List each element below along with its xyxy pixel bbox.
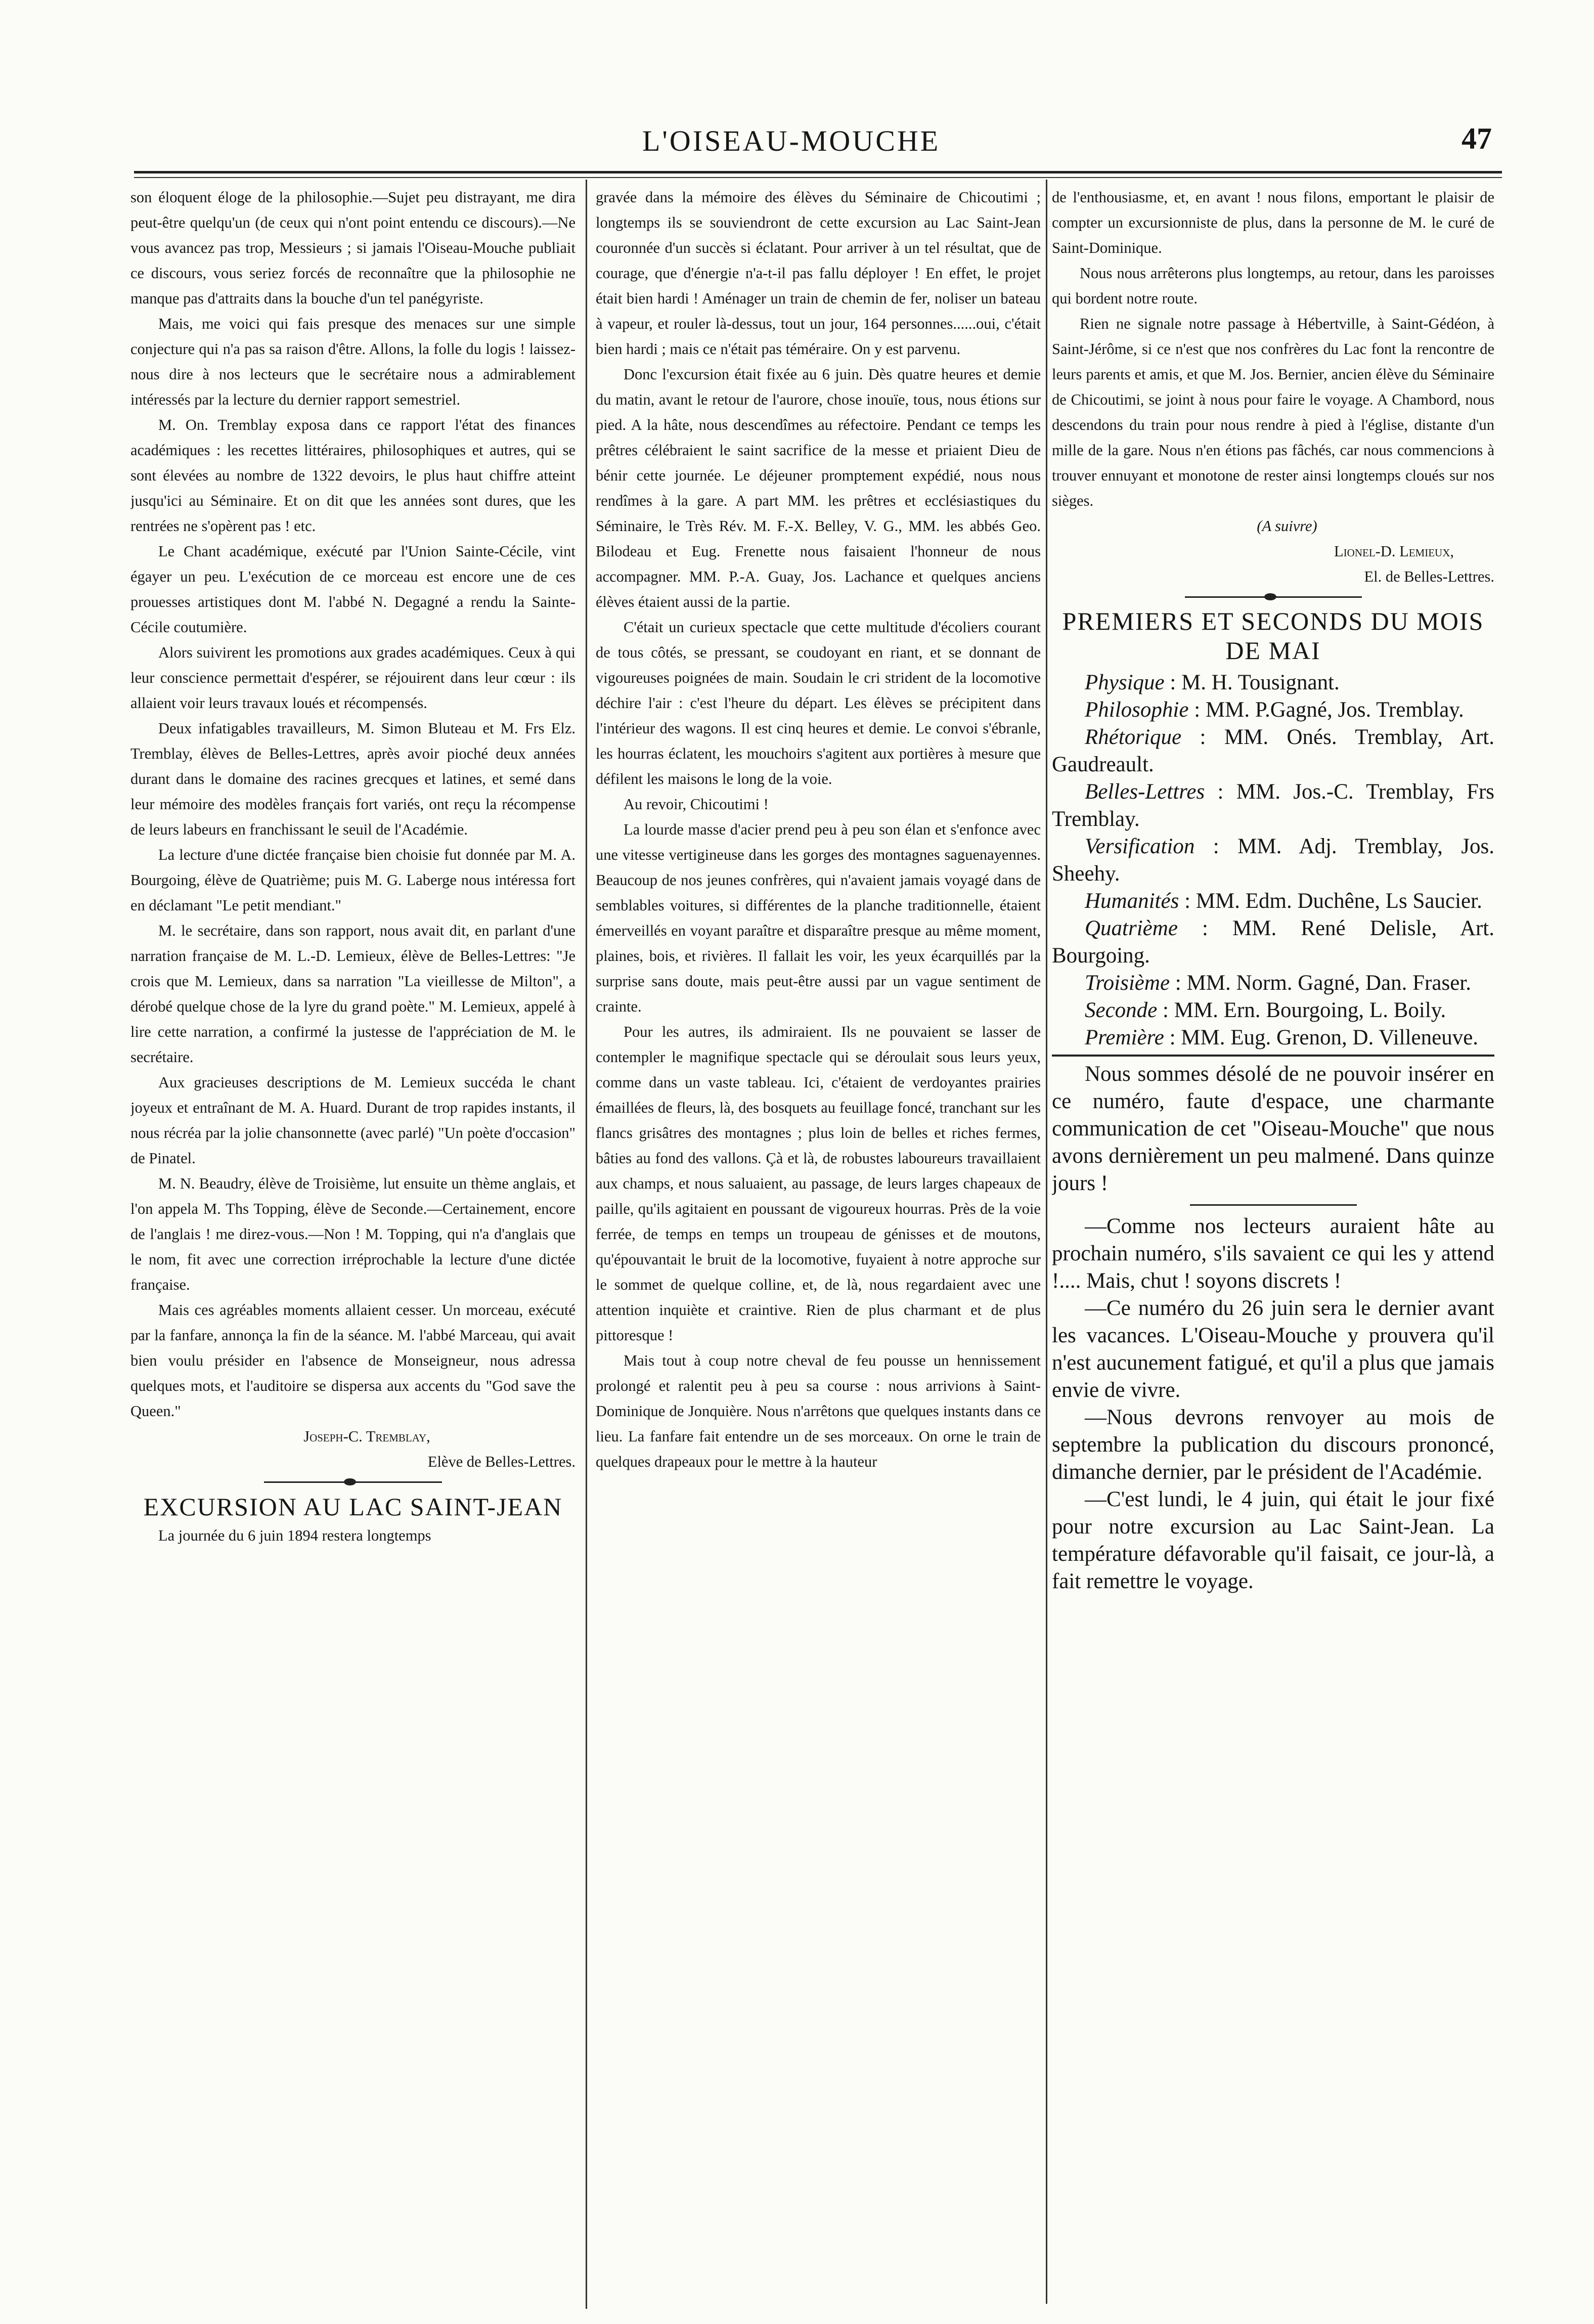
- results-list: [1052, 669, 1494, 1595]
- paragraph: M. le secrétaire, dans son rapport, nous avait dit, en parlant d'une narration française de M. L.-D. Lemieux, élève de Belles-Lettres: "Je crois que M. Lemieux, dans sa narration "La vieillesse de Milton", a dérobé quelque chose de la lyre du grand poète." M. Lemieux, appelé à lire cette narration, a confirmé la justesse de l'appréciation de M. le secrétaire.: [130, 922, 575, 1066]
- result-subject: Rhétorique: [1085, 725, 1182, 749]
- signature-title: El. de Belles-Lettres.: [1364, 568, 1494, 585]
- short-rule: [1190, 1204, 1357, 1206]
- result-subject: Belles-Lettres: [1085, 780, 1205, 804]
- result-item: [1052, 915, 1494, 970]
- paragraph: Nous nous arrêterons plus longtemps, au retour, dans les paroisses qui bordent notre route.: [1052, 265, 1494, 307]
- column-divider-2: [1046, 180, 1047, 2304]
- paragraph: La lourde masse d'acier prend peu à peu son élan et s'enfonce avec une vitesse vertigineuse dans les gorges des montagnes saguenayennes. Beaucoup de nos jeunes confrères, qui n'avaient jamais voyagé dans de semblables voitures, si différentes de la planche traditionnelle, étaient émerveillés en voyant paraître et disparaître presque au même moment, plaines, bois, et rivières. Il fallait les voir, les yeux écarquillés par la surprise sans doute, mais peut-être aussi par un vague sentiment de crainte.: [596, 821, 1041, 1015]
- paragraph: Aux gracieuses descriptions de M. Lemieux succéda le chant joyeux et entraînant de M. A. Huard. Durant de trop rapides instants, il nous récréa par la jolie chansonnette (avec parlé) "Un poète d'occasion" de Pinatel.: [130, 1074, 575, 1167]
- ornamental-rule: [130, 1477, 575, 1486]
- editorial-note: Nous sommes désolé de ne pouvoir insérer en ce numéro, faute d'espace, une charmante communication de cet "Oiseau-Mouche" que nous avons dernièrement un peu malmené. Dans quinze jours !: [1052, 1062, 1494, 1195]
- editorial-note: —C'est lundi, le 4 juin, qui était le jour fixé pour notre excursion au Lac Saint-Jean. La température défavorable qu'il faisait, ce jour-là, a fait remettre le voyage.: [1052, 1487, 1494, 1593]
- paragraph: Mais tout à coup notre cheval de feu pousse un hennissement prolongé et ralentit peu à peu sa course : nous arrivions à Saint-Dominique de Jonquière. Nous n'arrêtons que quelques instants dans ce lieu. La fanfare fait entendre un de ses morceaux. On orne le train de quelques drapeaux pour le mettre à la hauteur: [596, 1352, 1041, 1470]
- header-rule-thin: [134, 177, 1502, 178]
- running-head: L'OISEAU-MOUCHE: [642, 124, 941, 157]
- result-names: : MM. Onés. Tremblay, Art. Gaudreault.: [1052, 725, 1494, 776]
- result-names: : MM. René Delisle, Art. Bourgoing.: [1052, 916, 1494, 968]
- section-title: EXCURSION AU LAC SAINT-JEAN: [143, 1493, 563, 1521]
- paragraph: C'était un curieux spectacle que cette multitude d'écoliers courant de tous côtés, se pressant, se coudoyant en riant, et se donnant de vigoureuses poignées de main. Soudain le cri strident de la locomotive déchire l'air : c'est l'heure du départ. Les élèves se précipitent dans l'intérieur des wagons. Il est cinq heures et demie. Le convoi s'ébranle, les hourras éclatent, les mouchoirs s'agitent aux portières à mesure que défilent les maisons le long de la voie.: [596, 619, 1041, 787]
- result-item: [1052, 669, 1494, 696]
- result-item: [1052, 970, 1494, 997]
- column-3: [1052, 185, 1494, 2289]
- result-item: [1052, 1024, 1494, 1051]
- editorial-note: —Nous devrons renvoyer au mois de septembre la publication du discours prononcé, dimanche dernier, par le président de l'Académie.: [1052, 1406, 1494, 1484]
- editorial-note: —Ce numéro du 26 juin sera le dernier avant les vacances. L'Oiseau-Mouche y prouvera qu'il n'est aucunement fatigué, et qu'il a plus que jamais envie de vivre.: [1052, 1296, 1494, 1402]
- result-subject: Seconde: [1085, 998, 1158, 1022]
- result-item: [1052, 888, 1494, 915]
- paragraph: Donc l'excursion était fixée au 6 juin. Dès quatre heures et demie du matin, avant le retour de l'aurore, chose inouïe, tous, nous étions sur pied. A la hâte, nous descendîmes au réfectoire. Pendant ce temps les prêtres célébraient le saint sacrifice de la messe et priaient Dieu de bénir cette journée. Le déjeuner promptement expédié, nous nous rendîmes à la gare. A part MM. les prêtres et ecclésiastiques du Séminaire, le Très Rév. M. F.-X. Belley, V. G., MM. les abbés Geo. Bilodeau et Eug. Frenette nous faisaient l'honneur de nous accompagner. MM. P.-A. Guay, Jos. Lachance et quelques anciens élèves étaient aussi de la partie.: [596, 366, 1041, 610]
- paragraph: de l'enthousiasme, et, en avant ! nous filons, emportant le plaisir de compter un excursionniste de plus, dans la personne de M. le curé de Saint-Dominique.: [1052, 189, 1494, 256]
- paragraph: M. N. Beaudry, élève de Troisième, lut ensuite un thème anglais, et l'on appela M. Ths Topping, élève de Seconde.—Certainement, encore de l'anglais ! me direz-vous.—Non ! M. Topping, qui n'a d'anglais que le nom, fit avec une correction irréprochable la lecture d'une dictée française.: [130, 1175, 575, 1293]
- paragraph: gravée dans la mémoire des élèves du Séminaire de Chicoutimi ; longtemps ils se souviendront de cette excursion au Lac Saint-Jean couronnée d'un succès si éclatant. Pour arriver à un tel résultat, que de courage, que d'énergie n'a-t-il pas fallu déployer ! En effet, le projet était bien hardi ! Aménager un train de chemin de fer, noliser un bateau à vapeur, et rouler là-dessus, tout un jour, 164 personnes......oui, c'était bien hardi ; mais ce n'était pas téméraire. On y est parvenu.: [596, 189, 1041, 358]
- paragraph: Au revoir, Chicoutimi !: [624, 796, 769, 813]
- paragraph: La journée du 6 juin 1894 restera longtemps: [158, 1527, 431, 1544]
- paragraph: Deux infatigables travailleurs, M. Simon Bluteau et M. Frs Elz. Tremblay, élèves de Belles-Lettres, après avoir pioché deux années durant dans le domaine des racines grecques et latines, et semé dans leur mémoire des modèles français fort variés, ont reçu la récompense de leurs labeurs en franchissant le seuil de l'Académie.: [130, 720, 575, 838]
- result-names: : MM. Norm. Gagné, Dan. Fraser.: [1175, 971, 1471, 995]
- result-names: : MM. Eug. Grenon, D. Villeneuve.: [1169, 1026, 1479, 1049]
- result-subject: Troisième: [1085, 971, 1170, 995]
- result-subject: Philosophie: [1085, 698, 1189, 722]
- column-1: [130, 185, 575, 2299]
- result-item: [1052, 696, 1494, 724]
- result-item: [1052, 724, 1494, 778]
- paragraph: Mais, me voici qui fais presque des menaces sur une simple conjecture qui n'a pas sa raison d'être. Allons, la folle du logis ! laissez-nous dire à nos lecteurs que le secrétaire nous a admirablement intéressés par la lecture du dernier rapport semestriel.: [130, 315, 575, 408]
- ornamental-rule: [1052, 592, 1494, 601]
- column-2: [596, 185, 1041, 2314]
- paragraph: Pour les autres, ils admiraient. Ils ne pouvaient se lasser de contempler le magnifique spectacle qui se déroulait sous leurs yeux, comme dans un vaste tableau. Ici, c'étaient de verdoyantes prairies émaillées de fleurs, là, des bosquets au feuillage foncé, tranchant sur les flancs grisâtres des montagnes ; plus loin de belles et riches fermes, bâties au fond des vallons. Çà et là, de robustes laboureurs travaillaient aux champs, et nous saluaient, au passage, de leurs larges chapeaux de paille, qu'ils agitaient en poussant de vigoureux hourras. Près de la voie ferrée, de temps en temps un troupeau de génisses et de moutons, qu'épouvantait le bruit de la locomotive, fuyaient à notre approche sur le sommet de quelque colline, et, de là, nous regardaient avec une attention inquiète et craintive. Rien de plus charmant et de plus pittoresque !: [596, 1023, 1041, 1344]
- paragraph: son éloquent éloge de la philosophie.—Sujet peu distrayant, me dira peut-être quelqu'un (de ceux qui n'ont point entendu ce discours).—Ne vous avancez pas trop, Messieurs ; si jamais l'Oiseau-Mouche publiait ce discours, vous seriez forcés de reconnaître que la philosophie ne manque pas d'attraits dans la bouche d'un tel panégyriste.: [130, 189, 575, 307]
- header-rule: [134, 171, 1502, 173]
- result-subject: Physique: [1085, 671, 1165, 694]
- result-names: : MM. P.Gagné, Jos. Tremblay.: [1194, 698, 1464, 722]
- result-subject: Quatrième: [1085, 916, 1178, 940]
- section-rule: [1052, 1055, 1494, 1057]
- paragraph: Le Chant académique, exécuté par l'Union Sainte-Cécile, vint égayer un peu. L'exécution de ce morceau est encore une de ces prouesses artistiques dont M. l'abbé N. Degagné a rendu la Sainte-Cécile coutumière.: [130, 543, 575, 636]
- result-names: : MM. Ern. Bourgoing, L. Boily.: [1163, 998, 1446, 1022]
- editorial-note: —Comme nos lecteurs auraient hâte au prochain numéro, s'ils savaient ce qui les y attend !.... Mais, chut ! soyons discrets !: [1052, 1214, 1494, 1293]
- result-item: [1052, 833, 1494, 888]
- paragraph: M. On. Tremblay exposa dans ce rapport l'état des finances académiques : les recettes littéraires, philosophiques et autres, qui se sont élevées au nombre de 1322 devoirs, le plus haut chiffre atteint jusqu'ici au Séminaire. Et on dit que les années sont dures, que les rentrées ne s'opèrent pas ! etc.: [130, 416, 575, 535]
- paragraph: Mais ces agréables moments allaient cesser. Un morceau, exécuté par la fanfare, annonça la fin de la séance. M. l'abbé Marceau, qui avait bien voulu présider en l'absence de Monseigneur, nous adressa quelques mots, et l'auditoire se dispersa aux accents du "God save the Queen.": [130, 1301, 575, 1420]
- page-number: 47: [1462, 122, 1492, 155]
- result-names: : M. H. Tousignant.: [1170, 671, 1340, 694]
- signature-name: Joseph-C. Tremblay,: [303, 1428, 430, 1445]
- signature-title: Elève de Belles-Lettres.: [427, 1453, 575, 1470]
- result-names: : MM. Adj. Tremblay, Jos. Sheehy.: [1052, 835, 1494, 886]
- result-names: : MM. Edm. Duchêne, Ls Saucier.: [1184, 889, 1482, 913]
- signature-name: Lionel-D. Lemieux,: [1334, 543, 1454, 560]
- result-names: : MM. Jos.-C. Tremblay, Frs Tremblay.: [1052, 780, 1494, 831]
- continued-label: (A suivre): [1257, 517, 1317, 535]
- result-item: [1052, 778, 1494, 833]
- section-title: PREMIERS ET SECONDS DU MOIS DE MAI: [1062, 607, 1484, 665]
- paragraph: Alors suivirent les promotions aux grades académiques. Ceux à qui leur conscience permettait d'espérer, se réjouirent dans leur cœur : ils allaient voir leurs travaux loués et récompensés.: [130, 644, 575, 712]
- paragraph: La lecture d'une dictée française bien choisie fut donnée par M. A. Bourgoing, élève de Quatrième; puis M. G. Laberge nous intéressa fort en déclamant "Le petit mendiant.": [130, 846, 575, 914]
- result-subject: Humanités: [1085, 889, 1179, 913]
- result-subject: Versification: [1085, 835, 1195, 858]
- result-subject: Première: [1085, 1026, 1164, 1049]
- column-divider-1: [586, 180, 587, 2309]
- paragraph: Rien ne signale notre passage à Hébertville, à Saint-Gédéon, à Saint-Jérôme, si ce n'est que nos confrères du Lac font la rencontre de leurs parents et amis, et que M. Jos. Bernier, ancien élève du Séminaire de Chicoutimi, se joint à nous pour faire le voyage. A Chambord, nous descendons du train pour nous rendre à pied à l'église, distante d'un mille de la gare. Nous n'en étions pas fâchés, car nous commencions à trouver ennuyant et monotone de rester ainsi longtemps cloués sur nos sièges.: [1052, 315, 1494, 509]
- result-item: [1052, 997, 1494, 1024]
